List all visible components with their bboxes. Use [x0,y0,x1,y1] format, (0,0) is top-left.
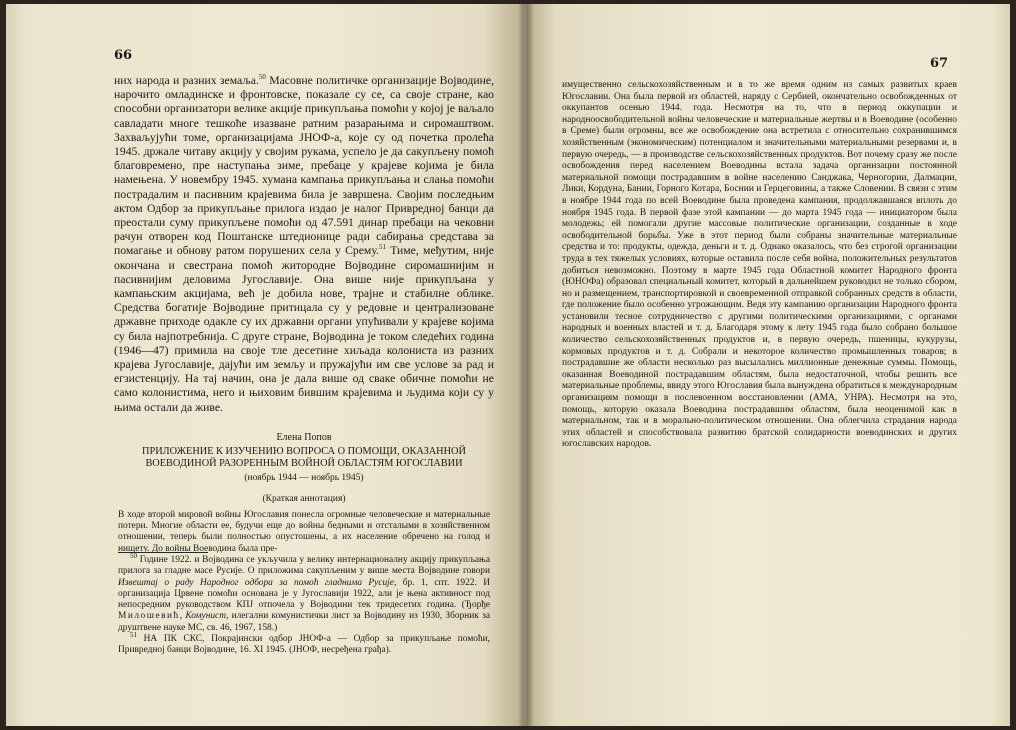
footnote-50 [118,551,490,634]
footnote-ref-50[interactable]: 50 [258,73,266,82]
footnote-50-part-b: , бр. 1, спт. 1922. И организација Црвене помоћи основана је у Југославији 1922, али је њена активност под непосредним руководством КПЈ отпочела у Војводини тек тридесетих година. (Ђорђе [118,577,490,611]
article-author: Елена Попов [276,432,332,443]
page-number-left: 66 [114,48,133,63]
right-page [527,4,1010,726]
footnote-51-text: НА ПК СКС, Покрајински одбор ЈНОФ-а — Одбор за прикупљање помоћи, Привредној банци Војводине, 16. XI 1945. (ЈНОФ, несређена грађа). [118,634,490,656]
footnote-50-marker: 50 [130,551,137,560]
footnote-50-spaced-name: Милошевић [118,611,180,622]
footnote-50-part-d: , илегални комунистички лист за Војводину из 1930, Зборник за друштвене науке МС, св. 46, 1967, 158.) [118,611,490,633]
footnote-51-marker: 51 [130,630,137,639]
left-body-start: них народа и разних земаља. [114,74,259,87]
footnote-50-part-a: Године 1922. и Војводина се укључила у велику интернационалну акцију прикупљања прилога за гладне масе Русије. О приложима сакупљеним у више места Војводине говори [118,555,490,577]
left-body-text [114,74,494,415]
article-dates: (ноябрь 1944 — ноябрь 1945) [244,473,364,483]
footnote-50-part-c: , [179,611,186,622]
footnote-ref-51[interactable]: 51 [378,243,386,252]
footnotes [118,551,490,657]
article-abstract: В ходе второй мировой войны Югославия понесла огромные человеческие и материальные потери. Многие области ее, будучи еще до войны бедными и отсталыми в хозяйственном отношении, теперь были полностью опустошены, а их население обречено на голод и нищету. До войны Воеводина была пре- [118,510,490,554]
footnote-51 [118,630,490,657]
article-title: ПРИЛОЖЕНИЕ К ИЗУЧЕНИЮ ВОПРОСА О ПОМОЩИ, ОКАЗАННОЙ ВОЕВОДИНОЙ РАЗОРЕННЫМ ВОЙНОЙ ОБЛАСТЯМ ЮГОСЛАВИИ [142,446,466,469]
left-page [6,4,524,726]
footnote-50-italic: Извештај о раду Народног одбора за помоћ гладнима Русије [118,577,394,588]
footnote-50-italic-2: Комунист [185,611,226,622]
left-body-end: Тиме, међутим, није окончана и свестрана помоћ житороднe Војводине сиромашнијим и пасивнијим деловима Југославије. Она више није прикупљана у кампањским акцијама, већ је добила нове, трајне и стабилне облике. Средства богатије Војводине притицала су у редовне и централизоване државне приходе одакле су их државни органи упућивали у крајеве којима су била најпотребнија. С друге стране, Војводина је током следећих година (1946—47) примила на своје тле десетине хиљада колониста из разних крајева Југославије, дајући им земљу и пружајући им све услове за рад и егзистенцију. На тај начин, она је дала више од сваке обичне помоћи не само колонистима, него и њиховим бившим крајевима и људима који су у њима остали да живе. [114,244,494,414]
article-annotation-label: (Краткая аннотация) [262,494,346,504]
book-spread [6,4,1010,726]
book-gutter [519,4,533,726]
left-body-middle: Масовне политичке организације Војводине, нарочито омладинске и фронтовске, показале су се, са своје стране, као способни организатори велике акције прикупљања помоћи у којој је ваљало савладати многе тешкоће изазване ратним разарањима и сиромаштвом. Захваљујући томе, организацијама ЈНОФ-а, које су од почетка пролећа 1945. држале читаву акцију у својим рукама, успело је да сакупљену помоћ благовремено, пре наступања зиме, пребаце у крајеве којима је била намењена. У новембру 1945. хумана кампања прикупљања и слања помоћи пострадалим и пасивним крајевима била је завршена. Својим последњим актом Одбор за прикупљање прилога издао је налог Привредној банци да преостали суму прикупљене помоћи од 47.591 динар пребаци на чековни рачун отворен код Поштанске штедионице ради сабирања средстава за помагање и обнову ратом порушених села у Срему. [114,74,494,258]
right-body-text: имущественно сельскохозяйственным и в то же время одним из самых развитых краев Югославии. Она была первой из областей, наряду с Сербией, окончательно освобожденных от оккупантов осенью 1944. года. Несмотря на то, что в период оккупации и народноосвободительной войны человеческие и материальные жертвы и в Воеводине (особенно в Среме) были огромны, все же освобождение она встретила с относительно сохранившимся хозяйственным (экономическим) потенциалом и значительными материальными резервами и, в первую очередь, — в производстве сельскохозяйственных продуктов. Вот почему сразу же после освобождения перед населением Воеводины встала задача организации постоянной материальной помощи пострадавшим в войне населению Санджака, Черногории, Далмации, Лики, Кордуна, Бании, Горного Котара, Боснии и Герцеговины, а также Словении. В связи с этим в ноябре 1944 года по всей Воеводине была проведена кампания, продолжавшаяся вплоть до ноября 1945 года. В первой фазе этой кампании — до марта 1945 года — инициатором была молодежь; ей помогали другие массовые политические организации, созданные в ходе освободительной борьбы. Уже в этот период были собраны значительные материальные средства и то: продукты, одежда, деньги и т. д. Однако оказалось, что без строгой организации труда в тех тяжелых условиях, которые оставила после себя война, положительных результатов добиться невозможно. Поэтому в марте 1945 года Областной комитет Народного фронта (ЮНОФа) образовал специальный комитет, который в дальнейшем руководил не только сбором, но и размещением, транспортировкой и своевременной отправкой собранных средств в области, где положение было особенно угрожающим. Ведя эту кампанию организации Народного фронта установили тесное сотрудничество с другими политическими организациями, с органами народных и военных властей и т. д. Благодаря этому к лету 1945 года было собрано большое количество сельскохозяйственных продуктов и, в первую очередь, пшеницы, кукурузы, кормовых продуктов и т. д. Собрали и некоторое количество промышленных товаров; в пострадавшие же области несколько раз высылались миллионные денежные суммы. Помощь, оказанная Воеводиной пострадавшим областям, была недостаточной, чтобы решить все материальные проблемы, ввиду этого Югославия была вынуждена обратиться к международным организациям помощи в послевоенном восстановлении (АМА, УНРА). Несмотря на это, помощь, которую оказала Воеводина пострадавшим областям, была неоценимой как в материальном, так и в морально-политическом отношении. Она облегчила страдания народа этих областей и способствовала развитию братской солидарности воеводинских и других югославских народов. [562,80,957,450]
page-number-right: 67 [930,56,949,71]
